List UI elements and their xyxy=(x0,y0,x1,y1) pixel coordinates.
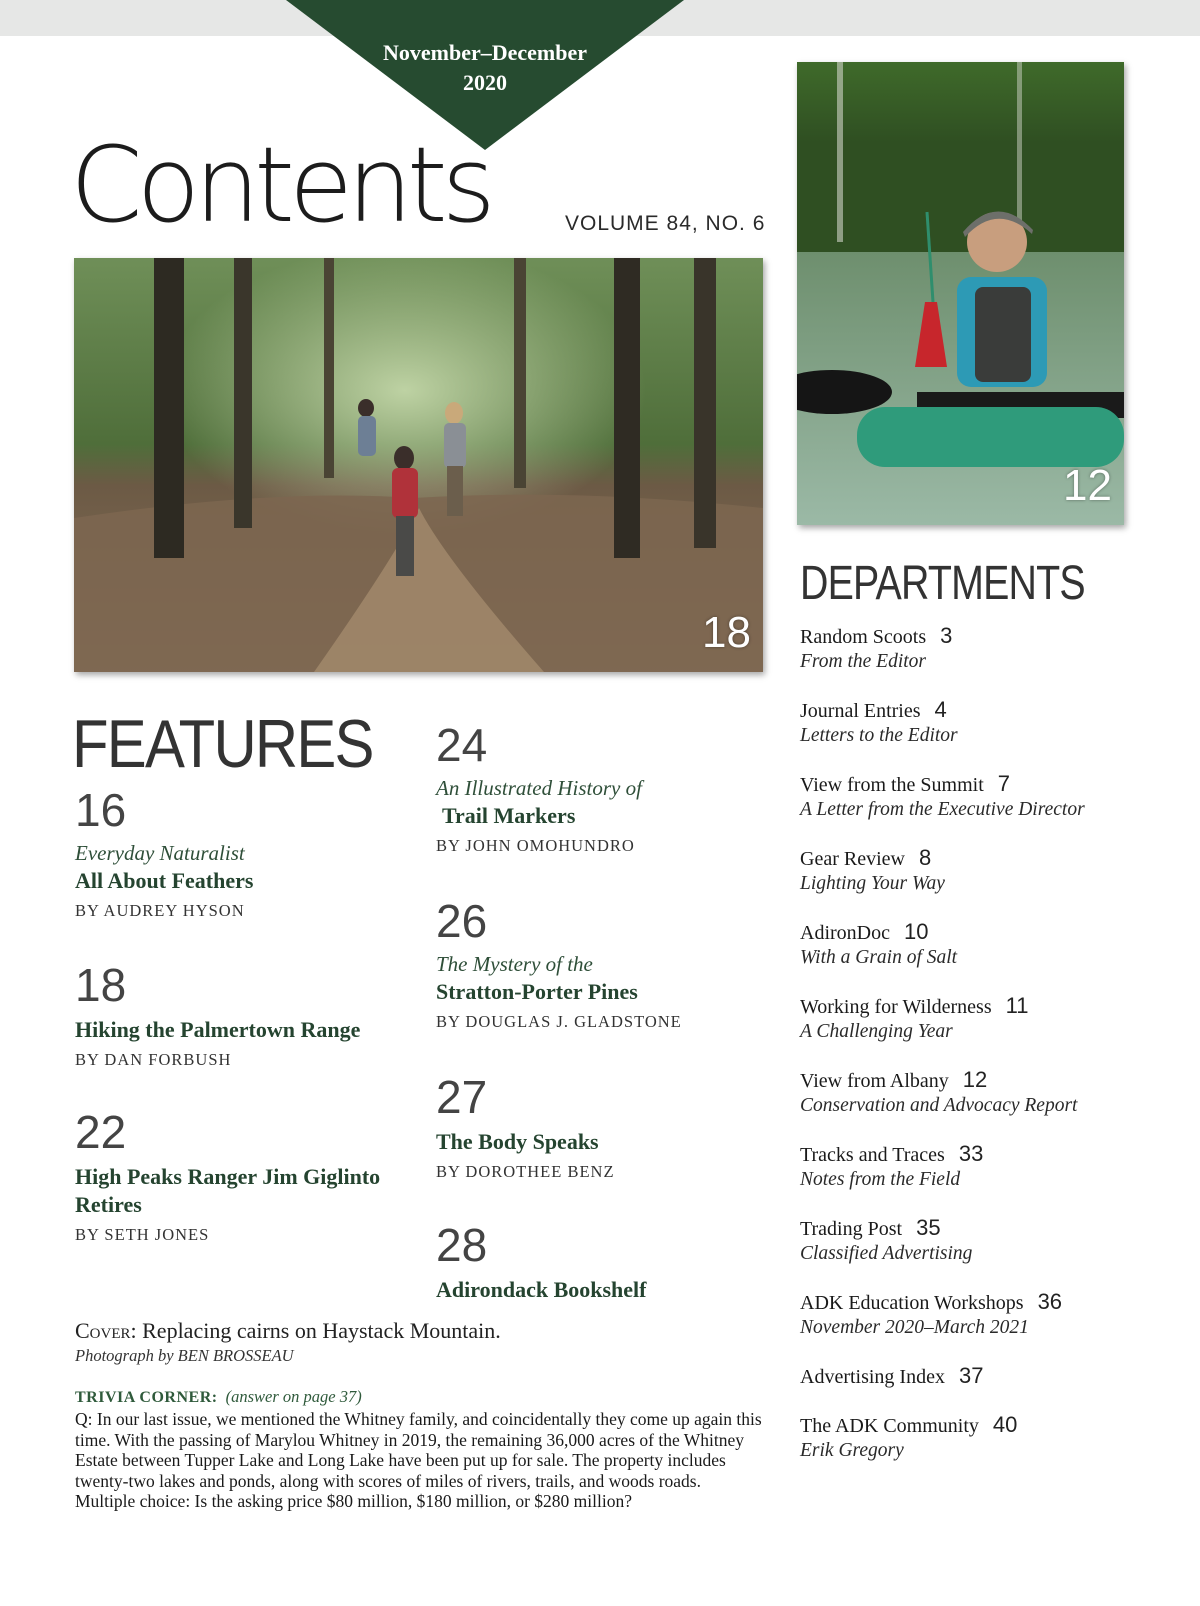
feature-byline: BY DAN FORBUSH xyxy=(75,1050,232,1069)
department-subtitle: Lighting Your Way xyxy=(800,873,945,894)
issue-date-year: 2020 xyxy=(463,70,507,95)
volume-number: VOLUME 84, NO. 6 xyxy=(565,212,766,235)
department-title: The ADK Community xyxy=(800,1415,979,1437)
feature-title: The Body Speaks xyxy=(436,1129,599,1154)
feature-page-number: 18 xyxy=(75,959,127,1011)
department-item[interactable] xyxy=(800,1067,1140,1118)
feature-byline: BY SETH JONES xyxy=(75,1225,210,1244)
department-title: View from the Summit xyxy=(800,774,984,796)
page-title: Contents xyxy=(70,124,490,246)
department-item[interactable] xyxy=(800,845,1140,896)
department-item[interactable] xyxy=(800,1412,1140,1463)
department-title: ADK Education Workshops xyxy=(800,1292,1024,1314)
department-item[interactable] xyxy=(800,1289,1140,1340)
department-page-number: 4 xyxy=(934,697,947,722)
feature-title: Stratton-Porter Pines xyxy=(436,979,638,1004)
department-item[interactable] xyxy=(800,697,1140,748)
feature-page-number: 27 xyxy=(436,1071,488,1123)
department-title: Random Scoots xyxy=(800,626,927,648)
photo-page-number: 18 xyxy=(702,608,751,657)
feature-page-number: 28 xyxy=(436,1219,488,1271)
feature-page-number: 22 xyxy=(75,1106,127,1158)
department-subtitle: Classified Advertising xyxy=(800,1243,973,1264)
department-subtitle: A Challenging Year xyxy=(800,1021,953,1042)
department-item[interactable] xyxy=(800,1215,1140,1266)
feature-title: All About Feathers xyxy=(75,868,254,893)
feature-title: Hiking the Palmertown Range xyxy=(75,1017,361,1042)
department-item[interactable] xyxy=(800,1141,1140,1192)
hikers-forest-photo xyxy=(74,258,763,672)
photo-page-number: 12 xyxy=(1063,461,1112,510)
feature-title: High Peaks Ranger Jim Giglinto Retires xyxy=(75,1164,381,1217)
feature-byline: BY AUDREY HYSON xyxy=(75,901,245,920)
department-subtitle: From the Editor xyxy=(800,651,927,672)
features-heading: FEATURES xyxy=(72,706,373,782)
department-page-number: 35 xyxy=(916,1215,941,1240)
feature-item[interactable] xyxy=(75,960,395,1070)
department-subtitle: November 2020–March 2021 xyxy=(800,1317,1029,1338)
feature-title: Adirondack Bookshelf xyxy=(436,1277,647,1302)
feature-page-number: 26 xyxy=(436,895,488,947)
department-page-number: 11 xyxy=(1005,993,1029,1018)
department-page-number: 10 xyxy=(903,919,929,944)
issue-date-month: November–December xyxy=(382,40,587,65)
feature-item[interactable] xyxy=(436,896,756,1032)
cover-label: Cover: xyxy=(75,1318,137,1343)
cover-caption xyxy=(75,1318,755,1366)
department-title: Journal Entries xyxy=(800,700,921,722)
department-item[interactable] xyxy=(800,919,1140,970)
department-item[interactable] xyxy=(800,993,1140,1044)
feature-byline: BY DOUGLAS J. GLADSTONE xyxy=(436,1012,682,1031)
department-title: Advertising Index xyxy=(800,1366,945,1388)
feature-title: Trail Markers xyxy=(442,803,576,828)
issue-date xyxy=(330,38,640,98)
feature-page-number: 24 xyxy=(436,719,488,771)
department-page-number: 3 xyxy=(940,623,953,648)
department-item[interactable] xyxy=(800,771,1140,822)
department-subtitle: Notes from the Field xyxy=(800,1169,961,1190)
cover-photo-credit: Photograph by BEN BROSSEAU xyxy=(75,1346,294,1365)
department-title: Trading Post xyxy=(800,1218,903,1240)
trivia-question: Q: In our last issue, we mentioned the Whitney family, and coincidentally they come up again this time. With the passing of Marylou Whitney in 2019, the remaining 36,000 acres of the Whitney Estate between Tupper Lake and Long Lake have been put up for sale. The property includes twenty-two lakes and ponds, along with scores of miles of rivers, trails, and woods roads. Multiple choice: Is the asking price $80 million, $180 million, or $280 million? xyxy=(75,1409,762,1511)
department-item[interactable] xyxy=(800,623,1140,674)
feature-page-number: 16 xyxy=(75,784,127,836)
feature-item[interactable] xyxy=(436,720,756,856)
department-subtitle: Letters to the Editor xyxy=(800,725,958,746)
feature-item[interactable] xyxy=(75,785,395,921)
feature-item[interactable] xyxy=(436,1072,756,1182)
feature-item[interactable] xyxy=(75,1107,395,1245)
department-subtitle: With a Grain of Salt xyxy=(800,947,958,968)
department-page-number: 37 xyxy=(958,1363,984,1388)
department-page-number: 33 xyxy=(958,1141,984,1166)
trivia-label: TRIVIA CORNER: xyxy=(75,1389,218,1406)
paddler-photo xyxy=(797,62,1124,525)
feature-byline: BY DOROTHEE BENZ xyxy=(436,1162,615,1181)
trivia-answer-hint: (answer on page 37) xyxy=(225,1387,362,1406)
departments-heading: DEPARTMENTS xyxy=(800,557,1085,610)
department-title: Gear Review xyxy=(800,848,905,870)
feature-kicker: Everyday Naturalist xyxy=(75,841,245,865)
department-title: Tracks and Traces xyxy=(800,1144,945,1166)
cover-text: Replacing cairns on Haystack Mountain. xyxy=(142,1318,501,1343)
department-page-number: 8 xyxy=(918,845,932,870)
department-page-number: 36 xyxy=(1037,1289,1063,1314)
department-page-number: 12 xyxy=(962,1067,988,1092)
department-subtitle: Conservation and Advocacy Report xyxy=(800,1095,1078,1116)
department-subtitle: Erik Gregory xyxy=(800,1440,904,1461)
department-subtitle: A Letter from the Executive Director xyxy=(800,799,1085,820)
department-item[interactable] xyxy=(800,1363,1140,1390)
department-page-number: 7 xyxy=(997,771,1011,796)
feature-kicker: An Illustrated History of xyxy=(436,776,642,800)
feature-item[interactable] xyxy=(436,1220,756,1304)
department-title: View from Albany xyxy=(800,1070,949,1092)
feature-kicker: The Mystery of the xyxy=(436,952,593,976)
trivia-corner xyxy=(75,1387,765,1512)
department-title: Working for Wilderness xyxy=(800,996,992,1018)
department-title: AdironDoc xyxy=(800,922,890,944)
feature-byline: BY JOHN OMOHUNDRO xyxy=(436,836,635,855)
department-page-number: 40 xyxy=(992,1412,1018,1437)
